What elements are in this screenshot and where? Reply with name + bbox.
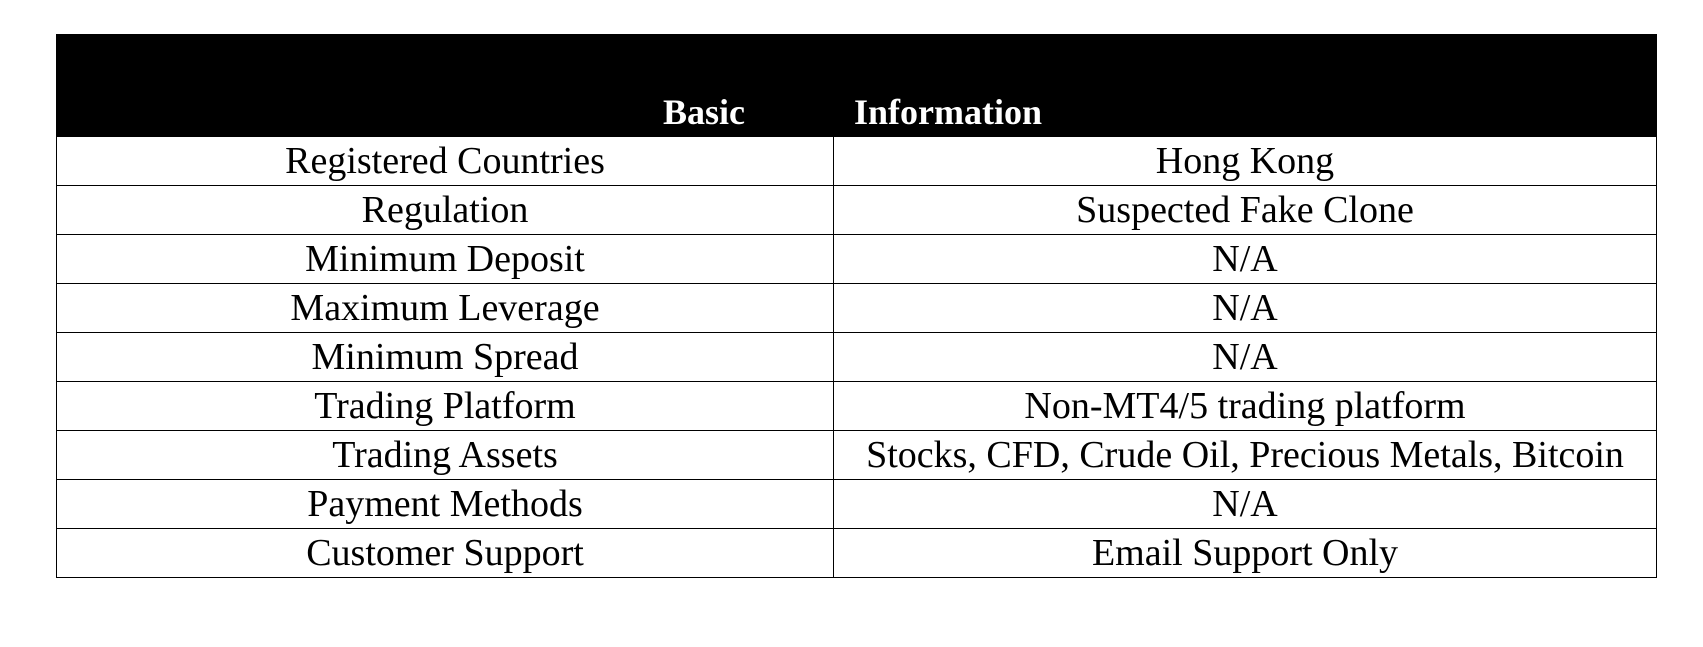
basic-information-table bbox=[56, 34, 1657, 578]
table-row bbox=[57, 137, 1657, 186]
row-label: Regulation bbox=[57, 186, 834, 235]
row-value: N/A bbox=[834, 480, 1657, 529]
row-label: Maximum Leverage bbox=[57, 284, 834, 333]
row-value: Email Support Only bbox=[834, 529, 1657, 578]
table-header bbox=[57, 35, 1657, 137]
row-label: Trading Platform bbox=[57, 382, 834, 431]
row-label: Payment Methods bbox=[57, 480, 834, 529]
row-label: Customer Support bbox=[57, 529, 834, 578]
header-row bbox=[57, 35, 1657, 137]
row-label: Registered Countries bbox=[57, 137, 834, 186]
table-row bbox=[57, 284, 1657, 333]
row-label: Minimum Spread bbox=[57, 333, 834, 382]
table-row bbox=[57, 529, 1657, 578]
table-body bbox=[57, 137, 1657, 578]
table-row bbox=[57, 431, 1657, 480]
table-row bbox=[57, 333, 1657, 382]
row-value: Suspected Fake Clone bbox=[834, 186, 1657, 235]
row-value: Stocks, CFD, Crude Oil, Precious Metals, Bitcoin bbox=[834, 431, 1657, 480]
table-row bbox=[57, 235, 1657, 284]
header-information: Information bbox=[834, 35, 1657, 137]
row-label: Trading Assets bbox=[57, 431, 834, 480]
table-row bbox=[57, 186, 1657, 235]
row-value: N/A bbox=[834, 235, 1657, 284]
row-value: Hong Kong bbox=[834, 137, 1657, 186]
table-row bbox=[57, 382, 1657, 431]
row-label: Minimum Deposit bbox=[57, 235, 834, 284]
row-value: Non-MT4/5 trading platform bbox=[834, 382, 1657, 431]
header-basic: Basic bbox=[57, 35, 834, 137]
row-value: N/A bbox=[834, 333, 1657, 382]
row-value: N/A bbox=[834, 284, 1657, 333]
table-row bbox=[57, 480, 1657, 529]
